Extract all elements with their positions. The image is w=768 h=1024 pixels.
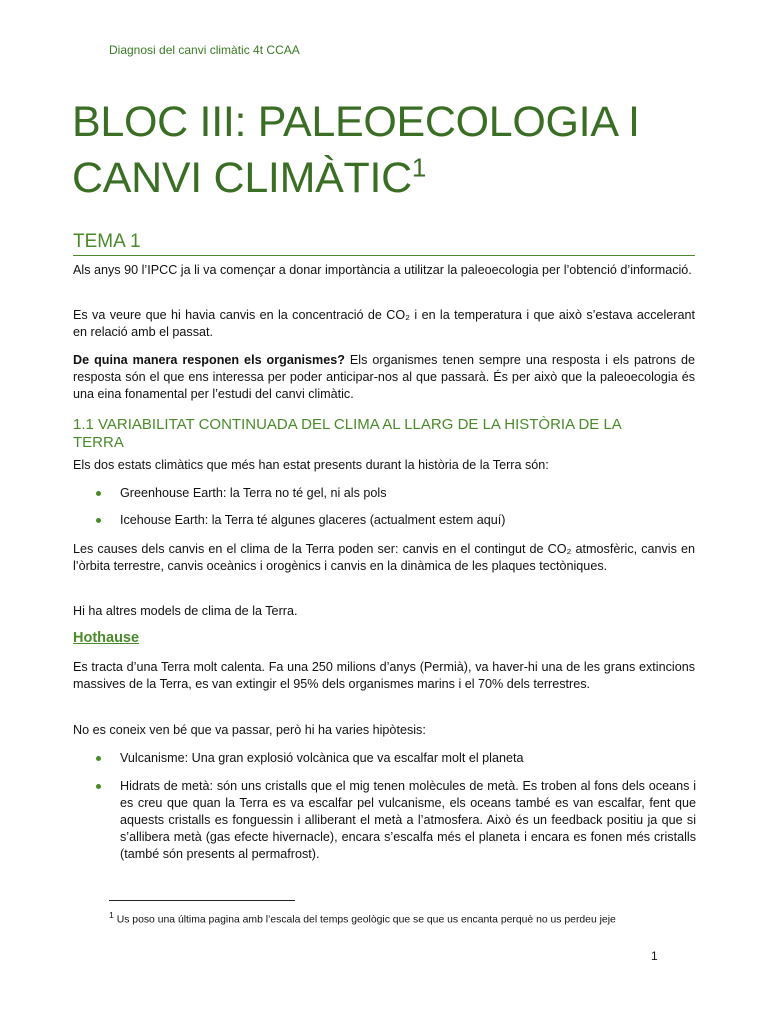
- bullet-icon: [96, 518, 101, 523]
- paragraph-hothause: Es tracta d’una Terra molt calenta. Fa una 250 milions d’anys (Permià), va haver-hi una de les grans extincions massives de la Terra, es van extingir el 95% dels organismes marins i el 70% dels terrestres.: [73, 660, 695, 691]
- paragraph-climate-states: Els dos estats climàtics que més han estat presents durant la història de la Terra són:: [73, 458, 549, 472]
- paragraph-organisms: [73, 352, 695, 403]
- section-1-1-heading: 1.1 VARIABILITAT CONTINUADA DEL CLIMA AL LLARG DE LA HISTÒRIA DE LA TERRA: [73, 416, 621, 451]
- footnote-marker: 1: [109, 910, 114, 920]
- list-item-text: Greenhouse Earth: la Terra no té gel, ni als pols: [120, 486, 387, 500]
- title-footnote-ref: 1: [411, 152, 427, 183]
- paragraph-hypotheses-intro: No es coneix ven bé que va passar, però hi ha varies hipòtesis:: [73, 723, 426, 737]
- paragraph-co2: Es va veure que hi havia canvis en la concentració de CO₂ i en la temperatura i que això s’estava accelerant en relació amb el passat.: [73, 308, 695, 339]
- paragraph-organisms-text: Els organismes tenen sempre una resposta i els patrons de resposta són el que ens interessa per poder anticipar-nos al que passarà. És per això que la paleoecologia és una eina fonamental per l’estudi del canvi climàtic.: [73, 353, 695, 401]
- page-title: [72, 94, 712, 206]
- paragraph-other-models: Hi ha altres models de clima de la Terra.: [73, 604, 298, 618]
- bullet-icon: [96, 756, 101, 761]
- paragraph-causes: Les causes dels canvis en el clima de la Terra poden ser: canvis en el contingut de CO₂ atmosfèric, canvis en l’òrbita terrestre, canvis oceànics i orogènics i canvis en la dinàmica de les plaques tectòniques.: [73, 542, 695, 573]
- list-item-text: Vulcanisme: Una gran explosió volcànica que va escalfar molt el planeta: [120, 751, 524, 765]
- hothause-heading: Hothause: [73, 630, 140, 646]
- tema-heading: TEMA 1: [73, 231, 695, 256]
- list-item-text: Hidrats de metà: són uns cristalls que el mig tenen molècules de metà. Es troben al fons dels oceans i es creu que quan la Terra es va escalfar pel vulcanisme, els oceans també es van escalfar, fent que aquests cristalls es fonguessin i alliberant el metà a l’atmosfera. Això és un feedback positiu ja que si s’allibera metà (gas efecte hivernacle), encara s’escalfa més el planeta i encara es fonen més cristalls (també són presents al permafrost).: [120, 779, 696, 861]
- list-item-text: Icehouse Earth: la Terra té algunes glaceres (actualment estem aquí): [120, 513, 506, 527]
- paragraph-organisms-question: De quina manera responen els organismes?: [73, 353, 345, 367]
- paragraph-ipcc: Als anys 90 l’IPCC ja li va començar a donar importància a utilitzar la paleoecologia per l’obtenció d’informació.: [73, 263, 692, 277]
- footnote-text: Us poso una última pagina amb l’escala del temps geològic que se que us encanta perquè no us perdeu jeje: [113, 914, 616, 926]
- page-number: 1: [651, 949, 658, 963]
- running-header: Diagnosi del canvi climàtic 4t CCAA: [109, 43, 300, 57]
- bullet-icon: [96, 784, 101, 789]
- footnote-divider: [109, 900, 295, 901]
- title-text: BLOC III: PALEOECOLOGIA I CANVI CLIMÀTIC: [72, 98, 640, 202]
- bullet-icon: [96, 491, 101, 496]
- footnote: [109, 907, 669, 928]
